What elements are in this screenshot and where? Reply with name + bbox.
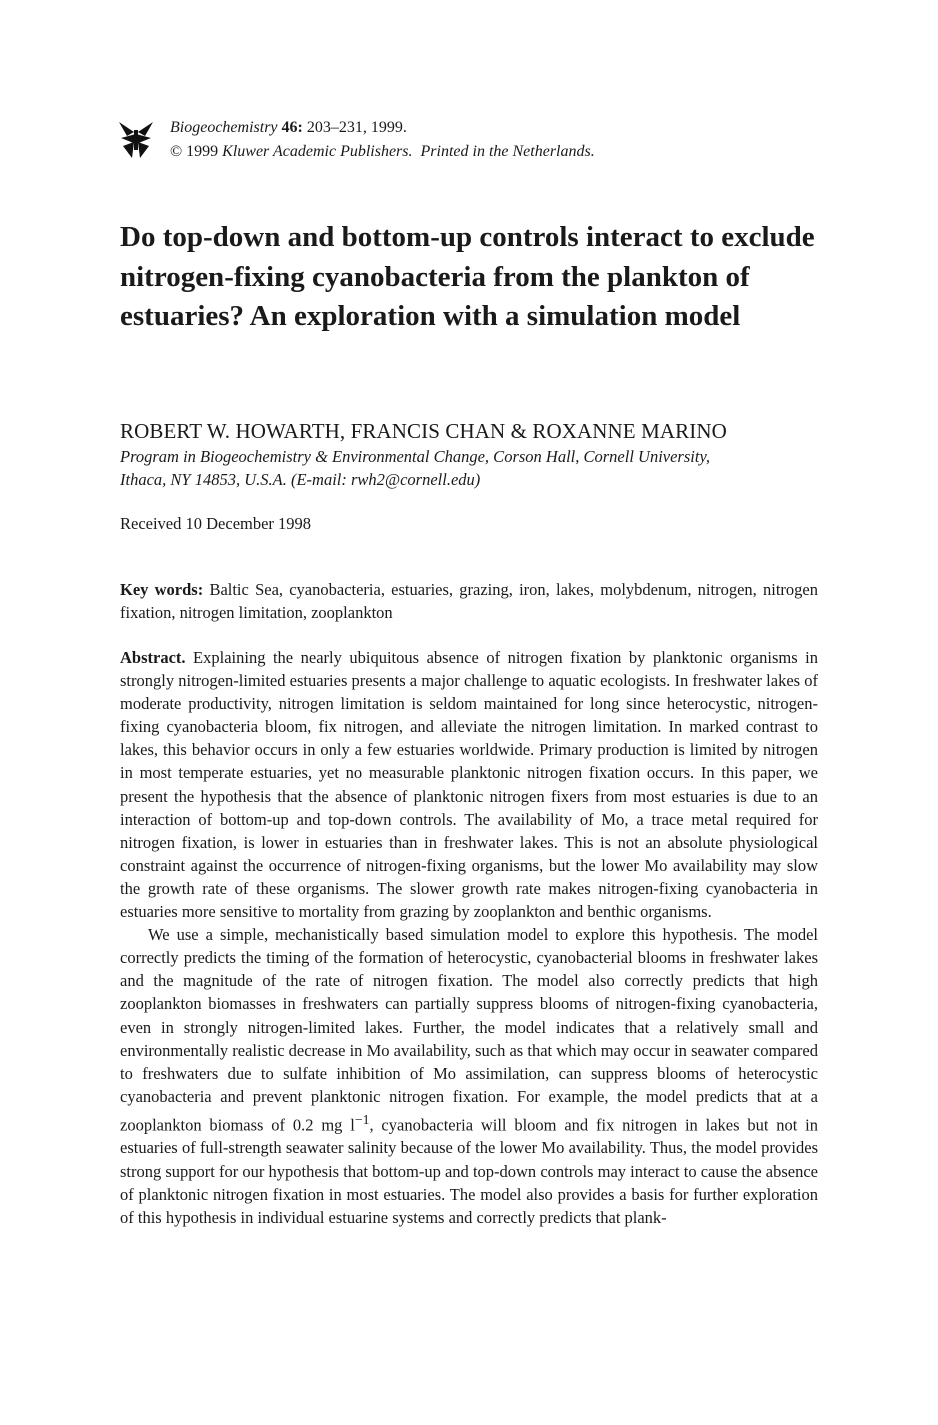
publisher-name: Kluwer Academic Publishers. [222,143,413,160]
journal-citation [170,116,810,164]
unit-superscript: −1 [354,1111,370,1127]
abstract-text: We use a simple, mechanistically based simulation model to explore this hypothesis. The model correctly predicts the timing of the formation of heterocystic, cyanobacterial blooms in freshwater lakes and the magnitude of the rate of nitrogen fixation. The model also correctly predicts that high zooplankton biomasses in freshwaters can partially suppress blooms of nitrogen-fixing cyanobacteria, even in strongly nitrogen-limited lakes. Further, the model indicates that a relatively small and environmentally realistic decrease in Mo availability, such as that which may occur in seawater compared to freshwaters due to sulfate inhibition of Mo assimilation, can suppress blooms of heterocystic cyanobacteria and prevent planktonic nitrogen fixation. For example, the model predicts that at a zooplankton biomass of 0.2 mg l [120,925,818,1135]
affiliation-line: Ithaca, NY 14853, U.S.A. (E-mail: rwh2@cornell.edu) [120,469,481,489]
journal-volume: 46: [281,119,303,136]
abstract-label: Abstract. [120,648,186,667]
abstract-paragraph [120,923,818,1229]
abstract-paragraph [120,646,818,923]
publisher-logo-icon [117,120,155,160]
article-title: Do top-down and bottom-up controls interact to exclude nitrogen-fixing cyanobacteria from the plankton of estuaries? An exploration with a simulation model [120,221,815,332]
keywords-text: Baltic Sea, cyanobacteria, estuaries, grazing, iron, lakes, molybdenum, nitrogen, nitrogen fixation, nitrogen limitation, zooplankton [120,580,818,622]
author-list: ROBERT W. HOWARTH, FRANCIS CHAN & ROXANNE MARINO [120,419,727,443]
journal-pages-year: 203–231, 1999. [302,119,407,136]
abstract [120,646,818,1229]
citation-line [170,116,810,140]
affiliation-line: Program in Biogeochemistry & Environmental Change, Corson Hall, Cornell University, [120,447,710,466]
abstract-text: , cyanobacteria will bloom and fix nitrogen in lakes but not in estuaries of full-strength seawater salinity because of the lower Mo availability. Thus, the model provides strong support for our hypothesis that bottom-up and top-down controls may interact to cause the absence of planktonic nitrogen fixation in most estuaries. The model also provides a basis for further exploration of this hypothesis in individual estuarine systems and correctly predicts that plank- [120,1115,818,1227]
keywords [120,578,818,624]
copyright-year: © 1999 [170,143,223,160]
abstract-text: Explaining the nearly ubiquitous absence of nitrogen fixation by planktonic organisms in strongly nitrogen-limited estuaries presents a major challenge to aquatic ecologists. In freshwater lakes of moderate productivity, nitrogen limitation is seldom maintained for long since heterocystic, nitrogen-fixing cyanobacteria bloom, fix nitrogen, and alleviate the nitrogen limitation. In marked contrast to lakes, this behavior occurs in only a few estuaries worldwide. Primary production is limited by nitrogen in most temperate estuaries, yet no measurable planktonic nitrogen fixation occurs. In this paper, we present the hypothesis that the absence of planktonic nitrogen fixers from most estuaries is due to an interaction of bottom-up and top-down controls. The availability of Mo, a trace metal required for nitrogen fixation, is lower in estuaries than in freshwater lakes. This is not an absolute physiological constraint against the occurrence of nitrogen-fixing organisms, but the lower Mo availability may slow the growth rate of these organisms. The slower growth rate makes nitrogen-fixing cyanobacteria in estuaries more sensitive to mortality from grazing by zooplankton and benthic organisms. [120,648,818,922]
received-date: Received 10 December 1998 [120,514,312,533]
printed-location: Printed in the Netherlands. [420,143,595,160]
journal-name: Biogeochemistry [170,119,278,136]
copyright-line [170,140,810,164]
keywords-label: Key words: [120,580,204,599]
affiliation [120,446,820,491]
